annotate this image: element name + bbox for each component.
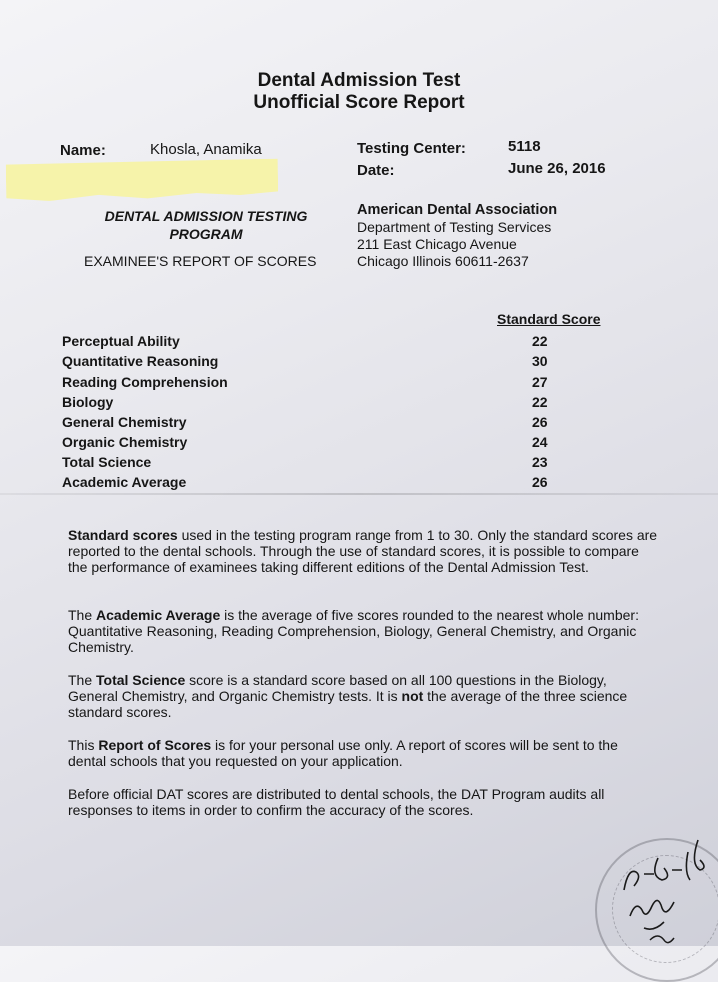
term-report-of-scores: Report of Scores bbox=[98, 737, 212, 753]
term-total-science: Total Science bbox=[96, 672, 186, 688]
date-value: June 26, 2016 bbox=[508, 160, 606, 177]
report-subtitle: Unofficial Score Report bbox=[253, 92, 465, 113]
score-name: Organic Chemistry bbox=[62, 434, 188, 450]
score-name: Perceptual Ability bbox=[62, 333, 180, 349]
score-name: Biology bbox=[62, 394, 114, 410]
program-line2: PROGRAM bbox=[169, 226, 243, 242]
score-row bbox=[62, 454, 562, 474]
association-name: American Dental Association bbox=[357, 202, 558, 218]
paragraph-text: is for your personal use only. A report of scores will be sent to the dental schools that you requested on your application. bbox=[68, 737, 618, 769]
score-value: 26 bbox=[532, 474, 548, 490]
paragraph-report-of-scores bbox=[68, 737, 658, 769]
score-value: 22 bbox=[532, 333, 548, 349]
association-department: Department of Testing Services bbox=[357, 219, 552, 235]
testing-center-value: 5118 bbox=[508, 138, 541, 155]
score-value: 26 bbox=[532, 414, 548, 430]
term-academic-average: Academic Average bbox=[96, 607, 221, 623]
paragraph-text: score is a standard score based on all 100 questions in the Biology, General Chemistry, and Organic Chemistry tests. It is bbox=[68, 672, 607, 704]
score-name: Reading Comprehension bbox=[62, 374, 228, 390]
score-row bbox=[62, 374, 562, 394]
score-row bbox=[62, 414, 562, 434]
paragraph-text: is the average of five scores rounded to the nearest whole number: Quantitative Reasoning, Reading Comprehension, Biology, General Chemistry, and Organic Chemistry. bbox=[68, 607, 639, 655]
program-heading bbox=[82, 207, 330, 243]
paragraph-total-science bbox=[68, 672, 658, 720]
score-row bbox=[62, 353, 562, 373]
paragraph-text: The bbox=[68, 607, 97, 623]
score-name: General Chemistry bbox=[62, 414, 187, 430]
score-name: Academic Average bbox=[62, 474, 187, 490]
score-row bbox=[62, 434, 562, 454]
paragraph-text: The bbox=[68, 672, 97, 688]
paragraph-text: This bbox=[68, 737, 99, 753]
score-value: 30 bbox=[532, 353, 548, 369]
paragraph-text: the average of the three science standard scores. bbox=[68, 688, 628, 720]
score-value: 27 bbox=[532, 374, 548, 390]
highlight-tape bbox=[6, 159, 278, 202]
score-row bbox=[62, 333, 562, 353]
score-name: Total Science bbox=[62, 454, 152, 470]
name-value: Khosla, Anamika bbox=[150, 141, 262, 158]
association-city: Chicago Illinois 60611-2637 bbox=[357, 253, 529, 269]
date-label: Date: bbox=[357, 162, 395, 179]
score-value: 24 bbox=[532, 434, 548, 450]
program-line1: DENTAL ADMISSION TESTING bbox=[104, 208, 308, 224]
term-standard-scores: Standard scores bbox=[68, 527, 178, 543]
term-not: not bbox=[401, 688, 424, 704]
name-label: Name: bbox=[60, 142, 106, 159]
score-name: Quantitative Reasoning bbox=[62, 353, 219, 369]
testing-center-label: Testing Center: bbox=[357, 140, 466, 157]
paragraph-audit bbox=[68, 786, 658, 818]
score-row bbox=[62, 474, 562, 494]
report-title: Dental Admission Test bbox=[257, 70, 461, 91]
paragraph-standard-scores bbox=[68, 527, 658, 575]
paragraph-text: Before official DAT scores are distributed to dental schools, the DAT Program audits all responses to items in order to confirm the accuracy of the scores. bbox=[68, 786, 605, 818]
score-value: 22 bbox=[532, 394, 548, 410]
paper-fold-line bbox=[0, 493, 718, 495]
association-address bbox=[357, 202, 557, 270]
association-street: 211 East Chicago Avenue bbox=[357, 236, 517, 252]
handwritten-initials-icon bbox=[610, 830, 718, 946]
score-value: 23 bbox=[532, 454, 548, 470]
paragraph-text: used in the testing program range from 1 to 30. Only the standard scores are reported to the dental schools. Through the use of standard scores, it is possible to compare the performance of examinees taking different editions of the Dental Admission Test. bbox=[68, 527, 658, 575]
paragraph-academic-average bbox=[68, 607, 658, 655]
examinee-report-heading: EXAMINEE'S REPORT OF SCORES bbox=[84, 253, 317, 269]
score-row bbox=[62, 394, 562, 414]
standard-score-header: Standard Score bbox=[497, 311, 601, 327]
